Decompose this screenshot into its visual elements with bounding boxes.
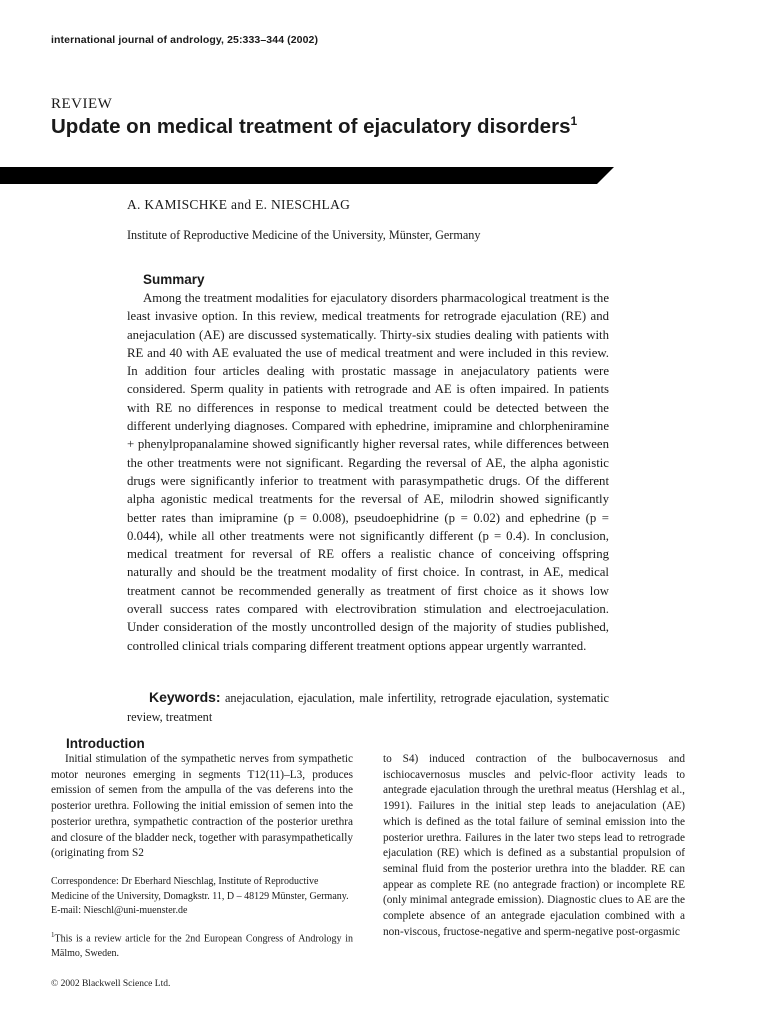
keywords — [127, 688, 609, 727]
introduction-left-column: Initial stimulation of the sympathetic nerves from sympathetic motor neurones emerging in segments T12(11)–L3, produces emission of semen from the ampulla of the vas deferens into the posterior urethra. Following the initial emission of semen into the posterior urethra, sympathetic contraction of the posterior urethra and closure of the bladder neck, together with parasympathetically (originating from S2 — [51, 753, 353, 860]
title-rule-bar — [0, 167, 614, 184]
copyright: © 2002 Blackwell Science Ltd. — [51, 979, 171, 989]
summary-heading: Summary — [143, 272, 205, 287]
introduction-right-column: to S4) induced contraction of the bulbocavernosus and ischiocavernosus muscles and pelvic-floor activity leads to antegrade ejaculation through the urethral meatus (Hershlag et al., 1991). Failures in the initial step leads to anejaculation (AE) which is defined as the total failure of seminal emission into the posterior urethra. Failures in the later two steps lead to retrograde ejaculation (RE) which is defined as a substantial propulsion of seminal fluid from the posterior urethra into the bladder. RE can appear as complete RE (no antegrade fraction) or incomplete RE (only minimal antegrade emission). Diagnostic clues to AE are the complete absence of an antegrade ejaculation combined with a non-viscous, fructose-negative and sperm-negative post-orgasmic — [383, 753, 685, 938]
affiliation: Institute of Reproductive Medicine of the University, Münster, Germany — [127, 228, 481, 242]
footnote-mark: 1 — [51, 931, 55, 939]
article-title-text: Update on medical treatment of ejaculatory disorders — [51, 114, 571, 138]
journal-citation: international journal of andrology, 25:333–344 (2002) — [51, 34, 319, 46]
authors: A. KAMISCHKE and E. NIESCHLAG — [127, 197, 351, 212]
footnote — [51, 928, 353, 961]
title-rule-bar-shape — [0, 167, 614, 184]
article-title — [51, 114, 577, 139]
keywords-label: Keywords: — [149, 689, 221, 705]
summary-text: Among the treatment modalities for ejaculatory disorders pharmacological treatment is the least invasive option. In this review, medical treatments for retrograde ejaculation (RE) and anejaculation (AE) are discussed systematically. Thirty-six studies dealing with patients with RE and 40 with AE evaluated the use of medical treatment and were included in this review. In addition four articles dealing with prostatic massage in anejaculatory patients were considered. Sperm quality in patients with retrograde and AE is often impaired. In patients with RE no differences in response to medical treatment could be detected between the different underlying diagnoses. Compared with ephedrine, imipramine and chlorpheniramine + phenylpropanalamine showed significantly higher reversal rates, while differences between the other treatments were not significant. Regarding the reversal of AE, the alpha agonistic drugs were significantly inferior to treatment with parasympathetic drugs. Of the different alpha agonistic medical treatments for the reversal of AE, milodrin showed significantly better rates than imipramine (p = 0.008), pseudoephidrine (p = 0.02) and ephedrine (p = 0.044), while all other treatments were not significantly different (p = 0.4). In conclusion, medical treatment for reversal of RE offers a realistic chance of conceiving offspring naturally and should be the treatment modality of first choice. In contrast, in AE, medical treatment cannot be recommended generally as treatment of first choice as it shows low overall success rates compared with electrovibration stimulation and electroejaculation. Under consideration of the mostly uncontrolled design of the majority of studies published, controlled clinical trials comparing different treatment options appear urgently warranted. — [127, 291, 609, 653]
title-footnote-mark: 1 — [570, 114, 578, 128]
section-label: REVIEW — [51, 96, 113, 112]
introduction-heading: Introduction — [66, 736, 145, 751]
correspondence-note: Correspondence: Dr Eberhard Nieschlag, Institute of Reproductive Medicine of the University, Domagkstr. 11, D – 48129 Münster, Germany. E-mail: Nieschl@uni-muenster.de — [51, 876, 349, 916]
keywords-list: anejaculation, ejaculation, male infertility, retrograde ejaculation, systematic review, treatment — [127, 691, 609, 724]
footnote-text: This is a review article for the 2nd European Congress of Andrology in Mälmo, Sweden. — [51, 933, 353, 959]
